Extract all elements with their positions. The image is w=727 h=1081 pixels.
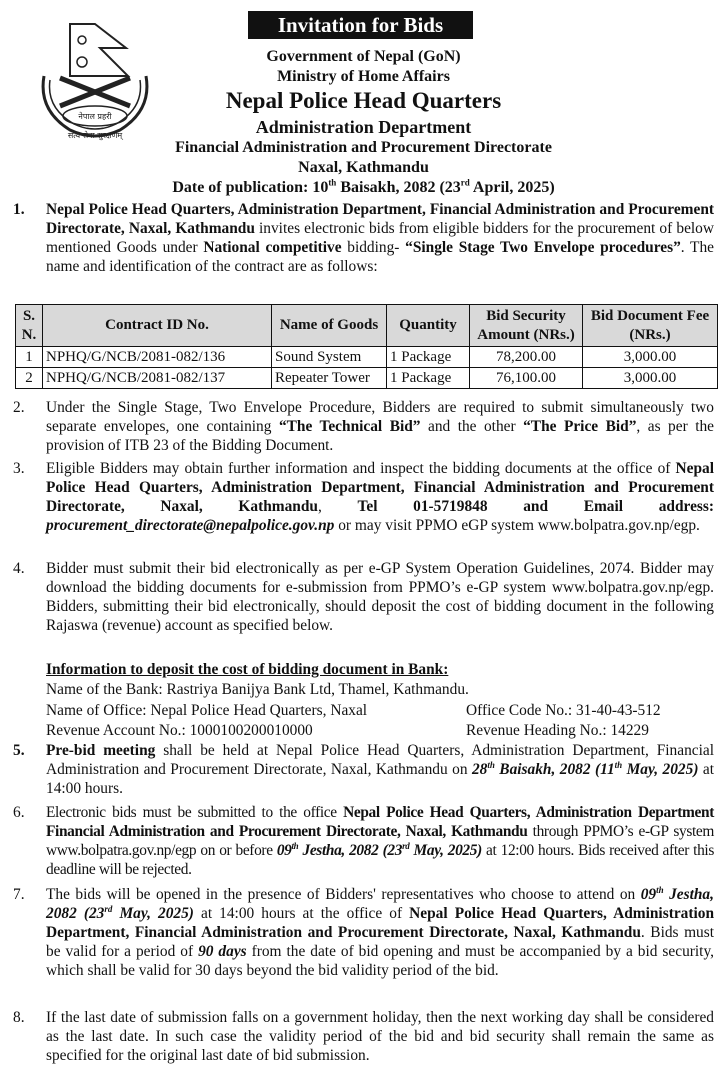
col-goods: Name of Goods bbox=[272, 305, 387, 347]
cell-doc-fee: 3,000.00 bbox=[583, 368, 718, 389]
cell-doc-fee: 3,000.00 bbox=[583, 347, 718, 368]
cell-bid-security: 78,200.00 bbox=[470, 347, 583, 368]
location: Naxal, Kathmandu bbox=[298, 159, 429, 176]
col-bid-security: Bid Security Amount (NRs.) bbox=[470, 305, 583, 347]
email-address: procurement_directorate@nepalpolice.gov.np bbox=[46, 516, 335, 534]
ministry-line: Ministry of Home Affairs bbox=[277, 68, 450, 85]
cell-contract-id: NPHQ/G/NCB/2081-082/137 bbox=[43, 368, 272, 389]
para-1: Nepal Police Head Quarters, Administration Department, Financial Administration and Procurement Directorate, Naxal, Kathmandu invites electronic bids from eligible bidders for the procurement of below mentioned Goods under National competitive bidding- “Single Stage Two Envelope procedures”. The name and identification of the contract are as follows: bbox=[46, 201, 714, 275]
org-name: Nepal Police Head Quarters bbox=[225, 88, 502, 113]
table-row bbox=[16, 368, 718, 389]
cell-goods: Repeater Tower bbox=[272, 368, 387, 389]
col-contract-id: Contract ID No. bbox=[43, 305, 272, 347]
col-doc-fee: Bid Document Fee (NRs.) bbox=[583, 305, 718, 347]
department-name: Administration Department bbox=[255, 117, 472, 137]
bank-name: Name of the Bank: Rastriya Banijya Bank Ltd, Thamel, Kathmandu. bbox=[46, 681, 469, 698]
table-header-row bbox=[16, 305, 718, 347]
cell-contract-id: NPHQ/G/NCB/2081-082/136 bbox=[43, 347, 272, 368]
revenue-heading: Revenue Heading No.: 14229 bbox=[466, 722, 649, 739]
para-3-number: 3. bbox=[13, 460, 25, 477]
para-6-number: 6. bbox=[13, 804, 25, 821]
cell-goods: Sound System bbox=[272, 347, 387, 368]
para-7: The bids will be opened in the presence of Bidders' representatives who choose to attend on 09th Jestha, 2082 (23rd May, 2025) at 14:00 hours at the office of Nepal Police Head Quarters, Administration Department, Financial Administration and Procurement Directorate, Naxal, Kathmandu. Bids must be valid for a period of 90 days from the date of bid opening and must be accompanied by a bid security, which shall be valid for 30 days beyond the bid validity period of the bid. bbox=[46, 884, 714, 979]
para-8-number: 8. bbox=[13, 1009, 25, 1026]
bank-info-heading: Information to deposit the cost of bidding document in Bank: bbox=[46, 661, 449, 678]
contract-table bbox=[15, 304, 718, 389]
notice-title: Invitation for Bids bbox=[248, 11, 473, 39]
cell-sn: 1 bbox=[16, 347, 43, 368]
emblem-text-top: नेपाल प्रहरी bbox=[78, 112, 112, 121]
office-name: Name of Office: Nepal Police Head Quarters, Naxal bbox=[46, 702, 368, 719]
office-code: Office Code No.: 31-40-43-512 bbox=[466, 702, 661, 719]
para-4-number: 4. bbox=[13, 560, 25, 577]
para-4: Bidder must submit their bid electronically as per e-GP System Operation Guidelines, 2074. Bidder may download the bidding documents for e-submission from PPMO’s e-GP system www.bolpatra.gov.np/egp. Bidders, submitting their bid electronically, should deposit the cost of bidding document in the following Rajaswa (revenue) account as specified below. bbox=[46, 560, 714, 634]
para-3: Eligible Bidders may obtain further information and inspect the bidding documents at the office of Nepal Police Head Quarters, Administration Department, Financial Administration and Procurement Directorate, Naxal, Kathmandu, Tel 01-5719848 and Email address: procurement_directorate@nepalpolice.gov.np or may visit PPMO eGP system www.bolpatra.gov.np/egp. bbox=[46, 460, 715, 534]
para-6: Electronic bids must be submitted to the office Nepal Police Head Quarters, Administration Department Financial Administration and Procurement Directorate, Naxal, Kathmandu through PPMO’s e-GP system www.bolpatra.gov.np/egp on or before 09th Jestha, 2082 (23rd May, 2025) at 12:00 hours. Bids received after this deadline will be rejected. bbox=[46, 804, 714, 878]
para-2-number: 2. bbox=[13, 399, 25, 416]
para-5-number: 5. bbox=[13, 742, 25, 759]
para-7-number: 7. bbox=[13, 886, 25, 903]
para-2: Under the Single Stage, Two Envelope Procedure, Bidders are required to submit simultaneously two separate envelopes, one containing “The Technical Bid” and the other “The Price Bid”, as per the provision of ITB 23 of the Bidding Document. bbox=[46, 399, 714, 454]
para-5: Pre-bid meeting shall be held at Nepal Police Head Quarters, Administration Department, Financial Administration and Procurement Directorate, Naxal, Kathmandu on 28th Baisakh, 2082 (11th May, 2025) at 14:00 hours. bbox=[46, 742, 714, 797]
para-1-number: 1. bbox=[13, 201, 25, 218]
gov-line: Government of Nepal (GoN) bbox=[266, 48, 461, 65]
revenue-account: Revenue Account No.: 1000100200010000 bbox=[46, 722, 313, 739]
para-8: If the last date of submission falls on a government holiday, then the next working day shall be considered as the last date. In such case the validity period of the bid and bid security shall remain the same as specified for the original last date of bid submission. bbox=[46, 1009, 714, 1064]
directorate-name: Financial Administration and Procurement Directorate bbox=[175, 139, 552, 156]
col-quantity: Quantity bbox=[387, 305, 470, 347]
publication-date: Date of publication: 10th Baisakh, 2082 (23rd April, 2025) bbox=[172, 177, 555, 196]
cell-sn: 2 bbox=[16, 368, 43, 389]
cell-quantity: 1 Package bbox=[387, 347, 470, 368]
table-row bbox=[16, 347, 718, 368]
cell-quantity: 1 Package bbox=[387, 368, 470, 389]
cell-bid-security: 76,100.00 bbox=[470, 368, 583, 389]
col-sn: S. N. bbox=[16, 305, 43, 347]
emblem-text-bottom: सत्य सेवा सुरक्षणम् bbox=[67, 131, 123, 140]
